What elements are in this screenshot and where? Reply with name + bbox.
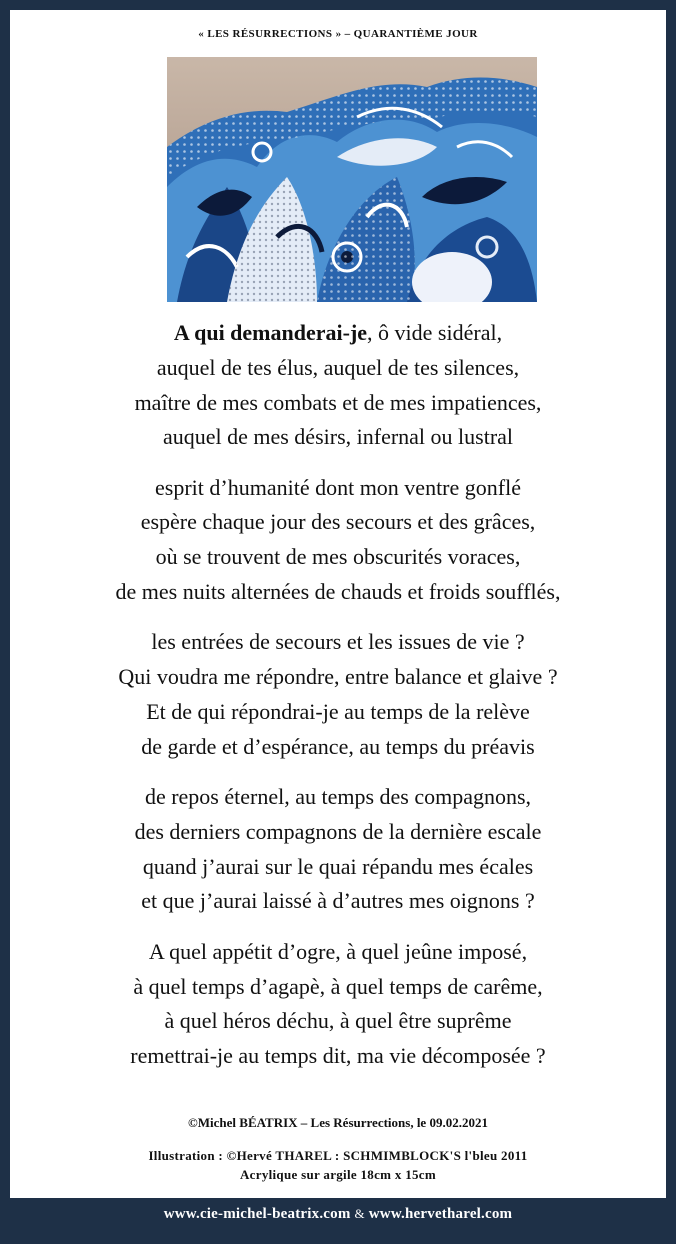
poem-line: de repos éternel, au temps des compagnons, <box>144 784 532 810</box>
page-header: « LES RÉSURRECTIONS » – QUARANTIÈME JOUR <box>198 28 478 40</box>
poem-line-rest: , ô vide sidéral, <box>367 320 503 345</box>
poem-line: maître de mes combats et de mes impatiences, <box>134 389 542 415</box>
stanza-4 <box>10 780 666 919</box>
poem-line: de garde et d’espérance, au temps du préavis <box>141 733 535 759</box>
poem-card <box>10 10 666 1198</box>
credits <box>10 1114 666 1184</box>
poem-line: où se trouvent de mes obscurités voraces, <box>155 544 521 570</box>
poem-line: Qui voudra me répondre, entre balance et glaive ? <box>118 664 558 690</box>
poem-line: quand j’aurai sur le quai répandu mes écales <box>142 853 534 879</box>
poem-line <box>10 316 666 351</box>
stanza-3 <box>10 625 666 764</box>
poem-line: A quel appétit d’ogre, à quel jeûne imposé, <box>148 938 528 964</box>
sculpture-illustration <box>167 57 537 302</box>
footer-separator: & <box>354 1206 365 1221</box>
poem-line: des derniers compagnons de la dernière escale <box>134 818 542 844</box>
poem-line: auquel de tes élus, auquel de tes silences, <box>156 354 520 380</box>
illustration-credit: Illustration : ©Hervé THAREL : SCHMIMBLOCK'S l'bleu 2011 <box>148 1148 528 1163</box>
stanza-5 <box>10 935 666 1074</box>
site-link-beatrix[interactable]: www.cie-michel-beatrix.com <box>163 1206 351 1222</box>
poem-line: et que j’aurai laissé à d’autres mes oignons ? <box>141 888 535 914</box>
poem-line: Et de qui répondrai-je au temps de la relève <box>146 698 530 724</box>
copyright-line: ©Michel BÉATRIX – Les Résurrections, le 09.02.2021 <box>188 1115 488 1130</box>
poem-line: remettrai-je au temps dit, ma vie décomposée ? <box>130 1043 546 1069</box>
poem-line: de mes nuits alternées de chauds et froids soufflés, <box>115 579 561 605</box>
poem-line: à quel héros déchu, à quel être suprême <box>164 1008 512 1034</box>
poem-line: les entrées de secours et les issues de vie ? <box>151 629 525 655</box>
stanza-2 <box>10 471 666 610</box>
poem-line: espère chaque jour des secours et des grâces, <box>140 509 536 535</box>
poem <box>10 316 666 1089</box>
site-link-tharel[interactable]: www.hervetharel.com <box>368 1206 513 1222</box>
poem-line: à quel temps d’agapè, à quel temps de carême, <box>133 973 543 999</box>
footer <box>0 1206 676 1223</box>
poem-line: auquel de mes désirs, infernal ou lustral <box>162 424 514 450</box>
medium-line: Acrylique sur argile 18cm x 15cm <box>239 1167 437 1182</box>
poem-line-bold: A qui demanderai-je <box>173 320 368 345</box>
stanza-1 <box>10 316 666 455</box>
poem-line: esprit d’humanité dont mon ventre gonflé <box>155 474 521 500</box>
